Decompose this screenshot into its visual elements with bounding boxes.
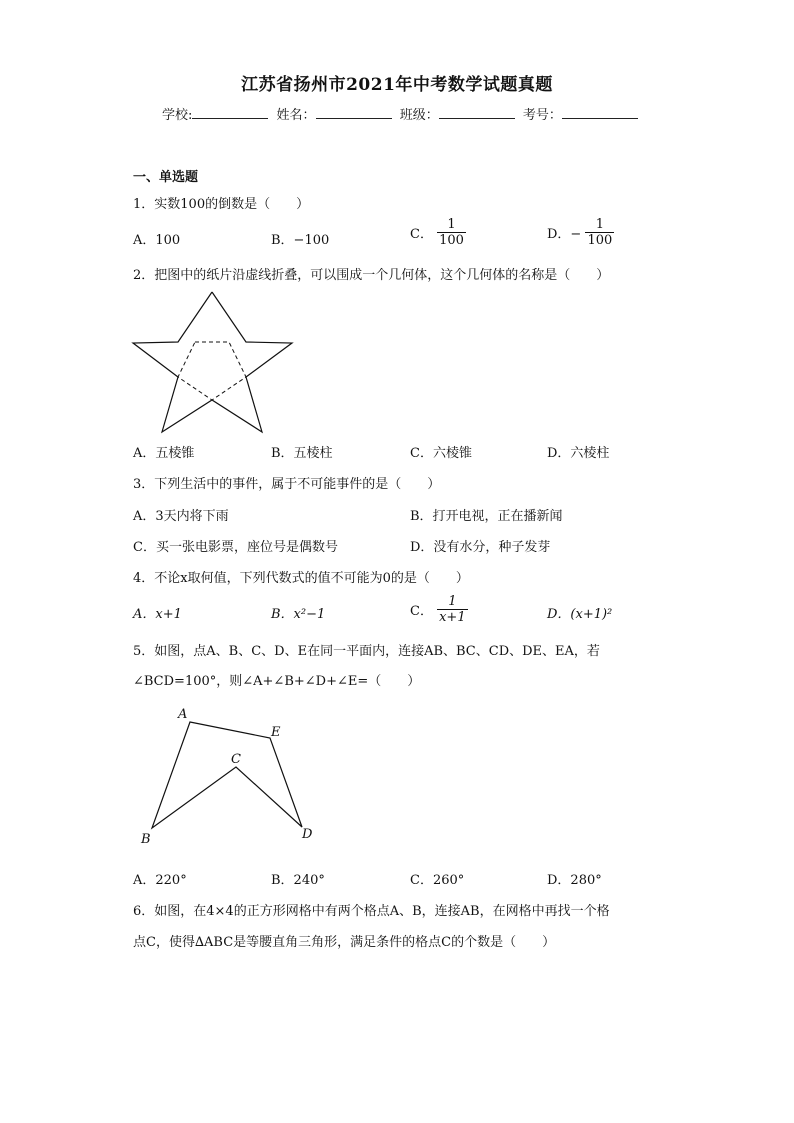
question-1-stem: 1．实数100的倒数是（ ） bbox=[133, 197, 310, 212]
q4-option-c-label: C． bbox=[410, 604, 433, 619]
question-6-stem-line2: 点C，使得∆ABC是等腰直角三角形，满足条件的格点C的个数是（ ） bbox=[133, 935, 556, 950]
label-d: D bbox=[302, 827, 313, 842]
class-label: 班级： bbox=[399, 108, 439, 123]
question-3-stem: 3．下列生活中的事件，属于不可能事件的是（ ） bbox=[133, 477, 441, 492]
q5-option-c[interactable]: C．260° bbox=[410, 873, 465, 888]
q4-option-b[interactable]: B．x²−1 bbox=[271, 607, 326, 622]
q1-option-a[interactable]: A．100 bbox=[133, 233, 181, 248]
question-5-stem-line2: ∠BCD=100°，则∠A+∠B+∠D+∠E=（ ） bbox=[133, 674, 421, 689]
q2-option-c[interactable]: C．六棱锥 bbox=[410, 446, 472, 461]
section-heading: 一、单选题 bbox=[133, 170, 199, 185]
label-a: A bbox=[178, 707, 188, 722]
q4-option-d[interactable]: D．(x+1)² bbox=[547, 607, 613, 622]
q5-option-a[interactable]: A．220° bbox=[133, 873, 187, 888]
q4-option-a[interactable]: A．x+1 bbox=[133, 607, 182, 622]
q3-option-b[interactable]: B．打开电视，正在播新闻 bbox=[410, 509, 563, 524]
exam-title: 江苏省扬州市2021年中考数学试题真题 bbox=[241, 75, 553, 95]
fraction-denominator: 100 bbox=[439, 233, 464, 248]
question-4-stem: 4．不论x取何值，下列代数式的值不可能为0的是（ ） bbox=[133, 571, 469, 586]
question-6-stem-line1: 6．如图，在4×4的正方形网格中有两个格点A、B，连接AB，在网格中再找一个格 bbox=[133, 904, 610, 919]
q5-option-d[interactable]: D．280° bbox=[547, 873, 602, 888]
q3-option-c[interactable]: C．买一张电影票，座位号是偶数号 bbox=[133, 540, 338, 555]
fraction-numerator: 1 bbox=[447, 217, 456, 232]
label-b: B bbox=[141, 832, 151, 847]
school-label: 学校: bbox=[162, 108, 193, 123]
q2-option-d[interactable]: D．六棱柱 bbox=[547, 446, 610, 461]
q5-option-b[interactable]: B．240° bbox=[271, 873, 325, 888]
exam-number-label: 考号： bbox=[522, 108, 562, 123]
q1-option-d-label: D．− bbox=[547, 227, 582, 242]
label-e: E bbox=[271, 725, 281, 740]
fraction-numerator: 1 bbox=[448, 594, 457, 609]
q3-option-a[interactable]: A．3天内将下雨 bbox=[133, 509, 229, 524]
q2-option-b[interactable]: B．五棱柱 bbox=[271, 446, 333, 461]
q2-option-a[interactable]: A．五棱锥 bbox=[133, 446, 195, 461]
q3-option-d[interactable]: D．没有水分，种子发芽 bbox=[410, 540, 551, 555]
label-c: C bbox=[231, 752, 241, 767]
q1-option-c-label: C． bbox=[410, 227, 433, 242]
fraction-denominator: 100 bbox=[587, 233, 613, 248]
question-2-stem: 2．把图中的纸片沿虚线折叠，可以围成一个几何体，这个几何体的名称是（ ） bbox=[133, 268, 610, 283]
q1-option-b[interactable]: B．−100 bbox=[271, 233, 330, 248]
question-5-stem-line1: 5．如图，点A、B、C、D、E在同一平面内，连接AB、BC、CD、DE、EA，若 bbox=[133, 644, 600, 659]
name-label: 姓名： bbox=[276, 108, 316, 123]
fraction-numerator: 1 bbox=[595, 217, 605, 232]
fraction-denominator: x+1 bbox=[439, 610, 466, 625]
